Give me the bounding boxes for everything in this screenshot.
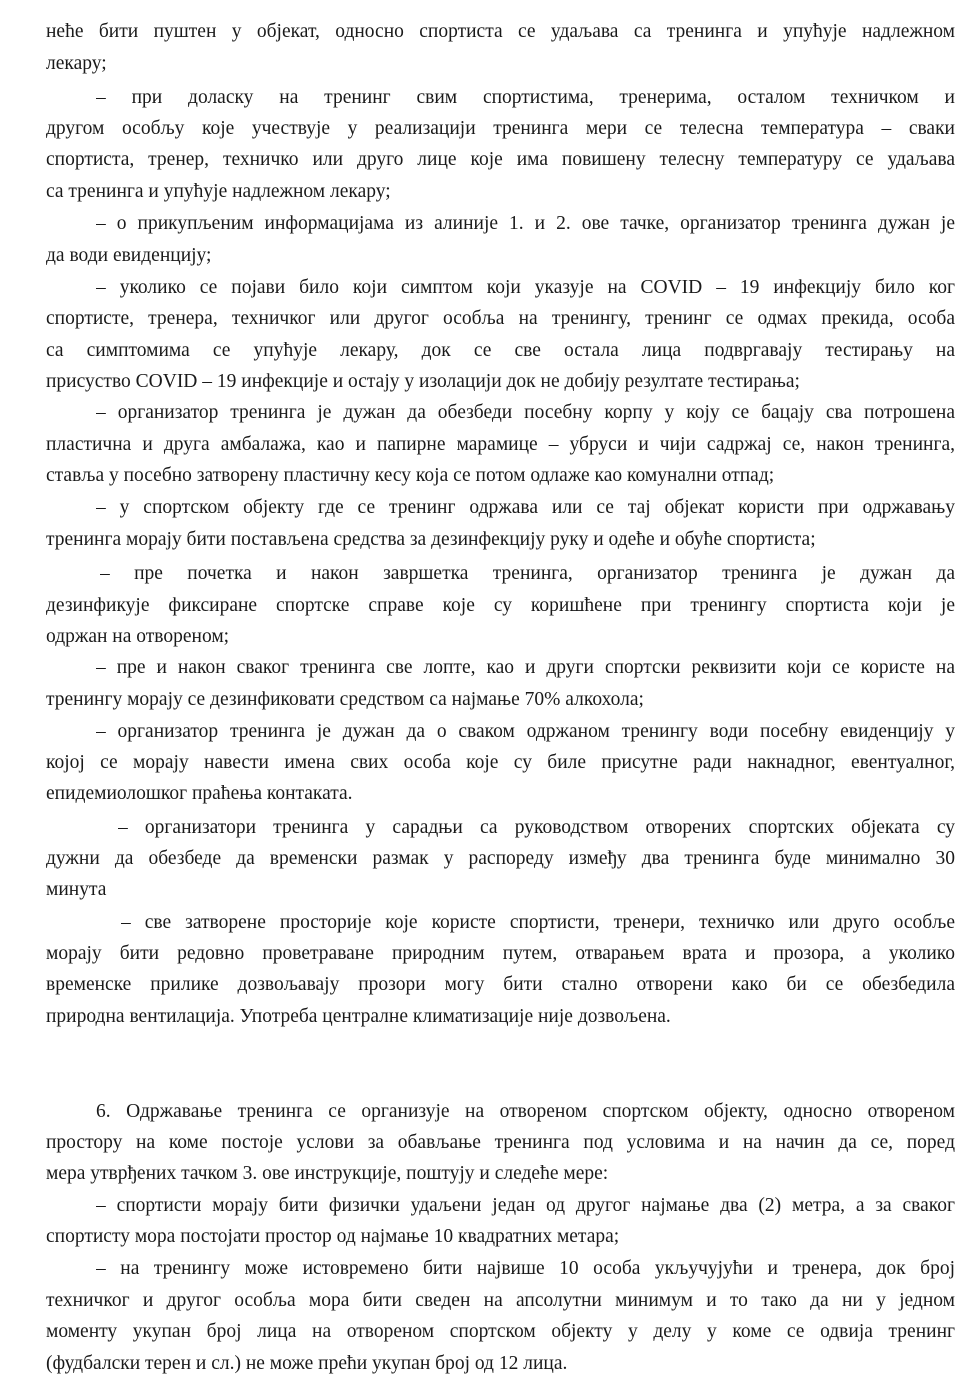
- text-line: простору на коме постоје услови за обављање тренинга под условима и на начин да се, поред: [46, 1132, 955, 1153]
- text-line: минута: [46, 879, 107, 900]
- text-line: присуство COVID – 19 инфекције и остају у изолацији док не добију резултате тестирања;: [46, 371, 800, 392]
- text-line: техничког и другог особља мора бити сведен на апсолутни минимум и то тако да ни у једном: [46, 1290, 955, 1311]
- text-line: – организатори тренинга у сарадњи са руководством отворених спортских објеката су: [118, 817, 955, 838]
- text-line: нeће бити пуштен у објекат, односно спортиста се удаљава са тренинга и упућује надлежном: [46, 21, 955, 42]
- text-line: – о прикупљеним информацијама из алиније 1. и 2. ове тачке, организатор тренинга дужан је: [96, 213, 955, 234]
- text-line: ставља у посебно затворену пластичну кесу која се потом одлаже као комунални отпад;: [46, 465, 775, 486]
- text-line: другом особљу које учествује у реализацији тренинга мери се телесна температура – сваки: [46, 118, 955, 139]
- text-line: са тренинга и упућује надлежном лекару;: [46, 181, 391, 202]
- text-line: – уколико се појави било који симптом који указује на COVID – 19 инфекцију било ког: [96, 277, 955, 298]
- text-line: морају бити редовно проветраване природним путем, отварањем врата и прозора, а уколико: [46, 943, 955, 964]
- text-line: тренинга морају бити постављена средства за дезинфекцију руку и одеће и обуће спортиста;: [46, 529, 816, 550]
- text-line: лекару;: [46, 53, 107, 74]
- text-line: са симптомима се упућује лекару, док се све остала лица подвргавају тестирању на: [46, 340, 955, 361]
- text-line: одржан на отвореном;: [46, 626, 230, 647]
- text-line: – све затворене просторије које користе спортисти, тренери, техничко или друго особље: [121, 912, 955, 933]
- text-line: – у спортском објекту где се тренинг одржава или се тај објекат користи при одржавању: [96, 497, 955, 518]
- text-line: дужни да обезбеде да временски размак у распореду између два тренинга буде минимално 30: [46, 848, 955, 869]
- text-line: дезинфикује фиксиране спортске справе које су коришћене при тренингу спортиста који је: [46, 595, 955, 616]
- text-line: – организатор тренинга је дужан да обезбеди посебну корпу у коју се бацају сва потрошена: [96, 402, 955, 423]
- section-heading-line: 6. Одржавање тренинга се организује на отвореном спортском објекту, односно отвореном: [96, 1101, 955, 1122]
- text-line: спортисту мора постојати простор од најмање 10 квадратних метара;: [46, 1226, 620, 1247]
- text-line: – организатор тренинга је дужан да о сваком одржаном тренингу води посебну евиденцију у: [96, 721, 955, 742]
- text-line: природна вентилација. Употреба централне климатизације није дозвољена.: [46, 1006, 671, 1027]
- text-line: тренингу морају се дезинфиковати средством са најмање 70% алкохола;: [46, 689, 644, 710]
- text-line: временске прилике дозвољавају прозори могу бити стално отворени како би се обезбедила: [46, 974, 955, 995]
- text-line: спортиста, тренер, техничко или друго лице које има повишену телесну температуру се удаљава: [46, 149, 955, 170]
- text-line: мера утврђених тачком 3. ове инструкције, поштују и следеће мере:: [46, 1163, 609, 1184]
- text-line: – пре и након сваког тренинга све лопте, као и други спортски реквизити који се користе на: [96, 657, 955, 678]
- text-line: – при доласку на тренинг свим спортистима, тренерима, осталом техничком и: [96, 87, 955, 108]
- text-line: – на тренингу може истовремено бити највише 10 особа укључујући и тренера, док број: [96, 1258, 955, 1279]
- text-line: – спортисти морају бити физички удаљени један од другог најмање два (2) метра, а за сваког: [96, 1195, 955, 1216]
- text-line: спортисте, тренера, техничког или другог особља на тренингу, тренинг се одмах прекида, особа: [46, 308, 955, 329]
- text-line: епидемиолошког праћења контаката.: [46, 783, 353, 804]
- text-line: пластична и друга амбалажа, као и папирне марамице – убруси и чији садржај се, након тренинга,: [46, 434, 955, 455]
- text-line: којој се морају навести имена свих особа које су биле присутне ради накнадног, евентуалног,: [46, 752, 955, 773]
- text-line: да води евиденцију;: [46, 245, 212, 266]
- text-line: – пре почетка и након завршетка тренинга, организатор тренинга је дужан да: [100, 563, 955, 584]
- text-line: (фудбалски терен и сл.) не може прећи укупан број од 12 лица.: [46, 1353, 568, 1374]
- text-line: моменту укупан број лица на отвореном спортском објекту у делу у коме се одвија тренинг: [46, 1321, 955, 1342]
